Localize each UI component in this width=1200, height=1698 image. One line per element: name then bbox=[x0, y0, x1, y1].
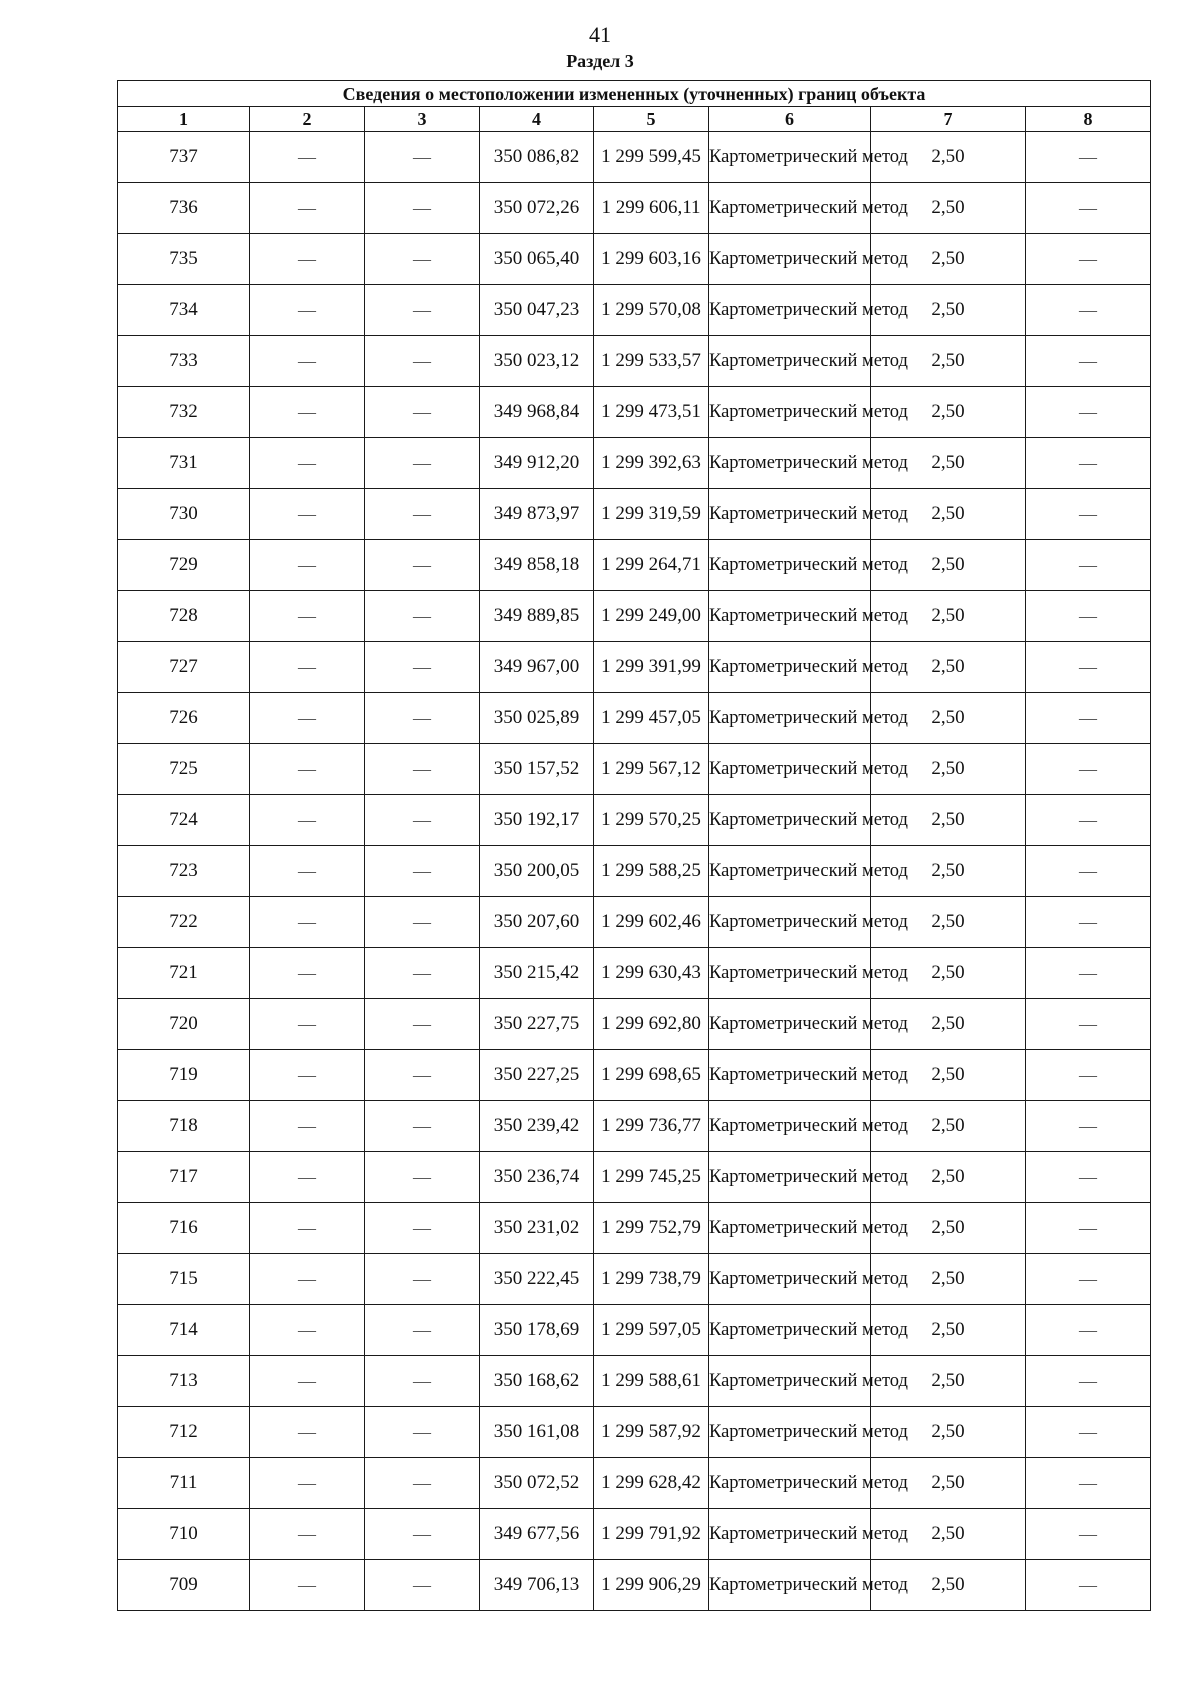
point-number-cell: 713 bbox=[118, 1356, 250, 1407]
y-coordinate-cell: 1 299 567,12 bbox=[594, 744, 709, 795]
column-8-cell: — bbox=[1026, 285, 1151, 336]
column-number: 1 bbox=[118, 107, 250, 132]
table-row bbox=[118, 489, 1151, 540]
table-row bbox=[118, 642, 1151, 693]
x-coordinate-cell: 350 231,02 bbox=[480, 1203, 594, 1254]
method-cell: Картометрический метод bbox=[709, 1050, 871, 1101]
accuracy-cell: 2,50 bbox=[871, 846, 1026, 897]
method-cell: Картометрический метод bbox=[709, 438, 871, 489]
accuracy-cell: 2,50 bbox=[871, 999, 1026, 1050]
point-number-cell: 732 bbox=[118, 387, 250, 438]
table-row bbox=[118, 1458, 1151, 1509]
table-row bbox=[118, 234, 1151, 285]
method-cell: Картометрический метод bbox=[709, 132, 871, 183]
point-number-cell: 728 bbox=[118, 591, 250, 642]
column-3-cell: — bbox=[365, 1203, 480, 1254]
column-8-cell: — bbox=[1026, 183, 1151, 234]
column-2-cell: — bbox=[250, 897, 365, 948]
y-coordinate-cell: 1 299 628,42 bbox=[594, 1458, 709, 1509]
point-number-cell: 733 bbox=[118, 336, 250, 387]
point-number-cell: 724 bbox=[118, 795, 250, 846]
x-coordinate-cell: 349 706,13 bbox=[480, 1560, 594, 1611]
column-3-cell: — bbox=[365, 438, 480, 489]
column-8-cell: — bbox=[1026, 132, 1151, 183]
column-8-cell: — bbox=[1026, 693, 1151, 744]
table-row bbox=[118, 744, 1151, 795]
y-coordinate-cell: 1 299 392,63 bbox=[594, 438, 709, 489]
column-8-cell: — bbox=[1026, 1254, 1151, 1305]
accuracy-cell: 2,50 bbox=[871, 1407, 1026, 1458]
method-cell: Картометрический метод bbox=[709, 285, 871, 336]
column-2-cell: — bbox=[250, 1509, 365, 1560]
table-row bbox=[118, 1560, 1151, 1611]
accuracy-cell: 2,50 bbox=[871, 1356, 1026, 1407]
accuracy-cell: 2,50 bbox=[871, 132, 1026, 183]
table-row bbox=[118, 897, 1151, 948]
x-coordinate-cell: 350 239,42 bbox=[480, 1101, 594, 1152]
x-coordinate-cell: 349 873,97 bbox=[480, 489, 594, 540]
column-number: 5 bbox=[594, 107, 709, 132]
point-number-cell: 735 bbox=[118, 234, 250, 285]
column-number: 8 bbox=[1026, 107, 1151, 132]
column-3-cell: — bbox=[365, 183, 480, 234]
accuracy-cell: 2,50 bbox=[871, 1101, 1026, 1152]
column-3-cell: — bbox=[365, 1152, 480, 1203]
point-number-cell: 725 bbox=[118, 744, 250, 795]
accuracy-cell: 2,50 bbox=[871, 540, 1026, 591]
table-row bbox=[118, 591, 1151, 642]
column-8-cell: — bbox=[1026, 387, 1151, 438]
accuracy-cell: 2,50 bbox=[871, 336, 1026, 387]
table-row bbox=[118, 132, 1151, 183]
column-2-cell: — bbox=[250, 1050, 365, 1101]
boundary-coordinates-table bbox=[117, 80, 1151, 1611]
method-cell: Картометрический метод bbox=[709, 846, 871, 897]
y-coordinate-cell: 1 299 473,51 bbox=[594, 387, 709, 438]
y-coordinate-cell: 1 299 906,29 bbox=[594, 1560, 709, 1611]
x-coordinate-cell: 350 065,40 bbox=[480, 234, 594, 285]
column-3-cell: — bbox=[365, 234, 480, 285]
x-coordinate-cell: 350 222,45 bbox=[480, 1254, 594, 1305]
x-coordinate-cell: 350 227,25 bbox=[480, 1050, 594, 1101]
method-cell: Картометрический метод bbox=[709, 999, 871, 1050]
method-cell: Картометрический метод bbox=[709, 1101, 871, 1152]
column-number: 7 bbox=[871, 107, 1026, 132]
y-coordinate-cell: 1 299 603,16 bbox=[594, 234, 709, 285]
column-8-cell: — bbox=[1026, 1203, 1151, 1254]
method-cell: Картометрический метод bbox=[709, 1560, 871, 1611]
column-8-cell: — bbox=[1026, 234, 1151, 285]
x-coordinate-cell: 349 912,20 bbox=[480, 438, 594, 489]
y-coordinate-cell: 1 299 745,25 bbox=[594, 1152, 709, 1203]
point-number-cell: 734 bbox=[118, 285, 250, 336]
column-8-cell: — bbox=[1026, 1050, 1151, 1101]
y-coordinate-cell: 1 299 692,80 bbox=[594, 999, 709, 1050]
column-2-cell: — bbox=[250, 183, 365, 234]
y-coordinate-cell: 1 299 588,25 bbox=[594, 846, 709, 897]
column-8-cell: — bbox=[1026, 1305, 1151, 1356]
table-row bbox=[118, 693, 1151, 744]
column-8-cell: — bbox=[1026, 744, 1151, 795]
y-coordinate-cell: 1 299 587,92 bbox=[594, 1407, 709, 1458]
column-3-cell: — bbox=[365, 1254, 480, 1305]
column-number: 4 bbox=[480, 107, 594, 132]
column-3-cell: — bbox=[365, 999, 480, 1050]
accuracy-cell: 2,50 bbox=[871, 1254, 1026, 1305]
method-cell: Картометрический метод bbox=[709, 948, 871, 999]
column-2-cell: — bbox=[250, 846, 365, 897]
y-coordinate-cell: 1 299 791,92 bbox=[594, 1509, 709, 1560]
table-caption: Сведения о местоположении измененных (уточненных) границ объекта bbox=[118, 81, 1151, 107]
accuracy-cell: 2,50 bbox=[871, 1050, 1026, 1101]
table-row bbox=[118, 1509, 1151, 1560]
y-coordinate-cell: 1 299 736,77 bbox=[594, 1101, 709, 1152]
y-coordinate-cell: 1 299 597,05 bbox=[594, 1305, 709, 1356]
x-coordinate-cell: 350 072,26 bbox=[480, 183, 594, 234]
point-number-cell: 731 bbox=[118, 438, 250, 489]
table-row bbox=[118, 183, 1151, 234]
column-3-cell: — bbox=[365, 540, 480, 591]
column-8-cell: — bbox=[1026, 999, 1151, 1050]
table-row bbox=[118, 438, 1151, 489]
y-coordinate-cell: 1 299 391,99 bbox=[594, 642, 709, 693]
column-8-cell: — bbox=[1026, 540, 1151, 591]
method-cell: Картометрический метод bbox=[709, 897, 871, 948]
accuracy-cell: 2,50 bbox=[871, 1203, 1026, 1254]
column-2-cell: — bbox=[250, 999, 365, 1050]
section-title: Раздел 3 bbox=[566, 51, 634, 71]
column-2-cell: — bbox=[250, 1101, 365, 1152]
x-coordinate-cell: 350 025,89 bbox=[480, 693, 594, 744]
point-number-cell: 720 bbox=[118, 999, 250, 1050]
x-coordinate-cell: 350 227,75 bbox=[480, 999, 594, 1050]
table-row bbox=[118, 1050, 1151, 1101]
y-coordinate-cell: 1 299 599,45 bbox=[594, 132, 709, 183]
column-2-cell: — bbox=[250, 1407, 365, 1458]
x-coordinate-cell: 349 858,18 bbox=[480, 540, 594, 591]
column-3-cell: — bbox=[365, 744, 480, 795]
point-number-cell: 736 bbox=[118, 183, 250, 234]
column-2-cell: — bbox=[250, 1152, 365, 1203]
column-8-cell: — bbox=[1026, 1509, 1151, 1560]
y-coordinate-cell: 1 299 606,11 bbox=[594, 183, 709, 234]
accuracy-cell: 2,50 bbox=[871, 642, 1026, 693]
x-coordinate-cell: 349 968,84 bbox=[480, 387, 594, 438]
accuracy-cell: 2,50 bbox=[871, 1560, 1026, 1611]
column-8-cell: — bbox=[1026, 591, 1151, 642]
column-2-cell: — bbox=[250, 693, 365, 744]
method-cell: Картометрический метод bbox=[709, 1254, 871, 1305]
y-coordinate-cell: 1 299 602,46 bbox=[594, 897, 709, 948]
method-cell: Картометрический метод bbox=[709, 1305, 871, 1356]
table-row bbox=[118, 387, 1151, 438]
table-row bbox=[118, 540, 1151, 591]
table-row bbox=[118, 1152, 1151, 1203]
column-2-cell: — bbox=[250, 642, 365, 693]
accuracy-cell: 2,50 bbox=[871, 285, 1026, 336]
column-2-cell: — bbox=[250, 234, 365, 285]
table-caption-row bbox=[118, 81, 1151, 107]
column-2-cell: — bbox=[250, 1356, 365, 1407]
column-2-cell: — bbox=[250, 387, 365, 438]
column-8-cell: — bbox=[1026, 1101, 1151, 1152]
point-number-cell: 721 bbox=[118, 948, 250, 999]
x-coordinate-cell: 350 207,60 bbox=[480, 897, 594, 948]
method-cell: Картометрический метод bbox=[709, 795, 871, 846]
point-number-cell: 714 bbox=[118, 1305, 250, 1356]
column-number: 2 bbox=[250, 107, 365, 132]
method-cell: Картометрический метод bbox=[709, 489, 871, 540]
x-coordinate-cell: 350 178,69 bbox=[480, 1305, 594, 1356]
point-number-cell: 716 bbox=[118, 1203, 250, 1254]
y-coordinate-cell: 1 299 264,71 bbox=[594, 540, 709, 591]
table-body bbox=[118, 132, 1151, 1611]
x-coordinate-cell: 349 889,85 bbox=[480, 591, 594, 642]
column-8-cell: — bbox=[1026, 948, 1151, 999]
y-coordinate-cell: 1 299 533,57 bbox=[594, 336, 709, 387]
column-2-cell: — bbox=[250, 1305, 365, 1356]
method-cell: Картометрический метод bbox=[709, 1356, 871, 1407]
method-cell: Картометрический метод bbox=[709, 183, 871, 234]
y-coordinate-cell: 1 299 738,79 bbox=[594, 1254, 709, 1305]
point-number-cell: 712 bbox=[118, 1407, 250, 1458]
point-number-cell: 726 bbox=[118, 693, 250, 744]
point-number-cell: 727 bbox=[118, 642, 250, 693]
column-2-cell: — bbox=[250, 591, 365, 642]
x-coordinate-cell: 350 157,52 bbox=[480, 744, 594, 795]
column-number: 6 bbox=[709, 107, 871, 132]
column-8-cell: — bbox=[1026, 846, 1151, 897]
x-coordinate-cell: 350 072,52 bbox=[480, 1458, 594, 1509]
method-cell: Картометрический метод bbox=[709, 642, 871, 693]
column-2-cell: — bbox=[250, 1560, 365, 1611]
column-3-cell: — bbox=[365, 1101, 480, 1152]
table-row bbox=[118, 846, 1151, 897]
method-cell: Картометрический метод bbox=[709, 1152, 871, 1203]
x-coordinate-cell: 349 967,00 bbox=[480, 642, 594, 693]
column-2-cell: — bbox=[250, 285, 365, 336]
point-number-cell: 718 bbox=[118, 1101, 250, 1152]
column-3-cell: — bbox=[365, 336, 480, 387]
y-coordinate-cell: 1 299 249,00 bbox=[594, 591, 709, 642]
column-3-cell: — bbox=[365, 1050, 480, 1101]
column-8-cell: — bbox=[1026, 489, 1151, 540]
column-2-cell: — bbox=[250, 1458, 365, 1509]
y-coordinate-cell: 1 299 698,65 bbox=[594, 1050, 709, 1101]
column-8-cell: — bbox=[1026, 336, 1151, 387]
point-number-cell: 730 bbox=[118, 489, 250, 540]
point-number-cell: 737 bbox=[118, 132, 250, 183]
accuracy-cell: 2,50 bbox=[871, 795, 1026, 846]
column-8-cell: — bbox=[1026, 795, 1151, 846]
column-3-cell: — bbox=[365, 1356, 480, 1407]
accuracy-cell: 2,50 bbox=[871, 693, 1026, 744]
column-2-cell: — bbox=[250, 438, 365, 489]
y-coordinate-cell: 1 299 588,61 bbox=[594, 1356, 709, 1407]
x-coordinate-cell: 350 023,12 bbox=[480, 336, 594, 387]
method-cell: Картометрический метод bbox=[709, 387, 871, 438]
column-8-cell: — bbox=[1026, 897, 1151, 948]
accuracy-cell: 2,50 bbox=[871, 1509, 1026, 1560]
method-cell: Картометрический метод bbox=[709, 1203, 871, 1254]
accuracy-cell: 2,50 bbox=[871, 1305, 1026, 1356]
accuracy-cell: 2,50 bbox=[871, 897, 1026, 948]
column-3-cell: — bbox=[365, 387, 480, 438]
x-coordinate-cell: 350 200,05 bbox=[480, 846, 594, 897]
method-cell: Картометрический метод bbox=[709, 540, 871, 591]
method-cell: Картометрический метод bbox=[709, 234, 871, 285]
method-cell: Картометрический метод bbox=[709, 744, 871, 795]
column-3-cell: — bbox=[365, 846, 480, 897]
column-8-cell: — bbox=[1026, 1356, 1151, 1407]
accuracy-cell: 2,50 bbox=[871, 591, 1026, 642]
x-coordinate-cell: 350 161,08 bbox=[480, 1407, 594, 1458]
column-2-cell: — bbox=[250, 1254, 365, 1305]
column-2-cell: — bbox=[250, 132, 365, 183]
method-cell: Картометрический метод bbox=[709, 1407, 871, 1458]
table-row bbox=[118, 1203, 1151, 1254]
point-number-cell: 719 bbox=[118, 1050, 250, 1101]
accuracy-cell: 2,50 bbox=[871, 234, 1026, 285]
table-row bbox=[118, 999, 1151, 1050]
column-8-cell: — bbox=[1026, 1560, 1151, 1611]
column-number: 3 bbox=[365, 107, 480, 132]
y-coordinate-cell: 1 299 457,05 bbox=[594, 693, 709, 744]
column-2-cell: — bbox=[250, 336, 365, 387]
point-number-cell: 729 bbox=[118, 540, 250, 591]
column-3-cell: — bbox=[365, 948, 480, 999]
column-2-cell: — bbox=[250, 1203, 365, 1254]
y-coordinate-cell: 1 299 319,59 bbox=[594, 489, 709, 540]
accuracy-cell: 2,50 bbox=[871, 948, 1026, 999]
x-coordinate-cell: 350 047,23 bbox=[480, 285, 594, 336]
column-3-cell: — bbox=[365, 1305, 480, 1356]
table-row bbox=[118, 1356, 1151, 1407]
x-coordinate-cell: 350 236,74 bbox=[480, 1152, 594, 1203]
column-3-cell: — bbox=[365, 1509, 480, 1560]
column-2-cell: — bbox=[250, 948, 365, 999]
table-row bbox=[118, 1254, 1151, 1305]
column-3-cell: — bbox=[365, 642, 480, 693]
column-2-cell: — bbox=[250, 744, 365, 795]
column-3-cell: — bbox=[365, 285, 480, 336]
point-number-cell: 715 bbox=[118, 1254, 250, 1305]
accuracy-cell: 2,50 bbox=[871, 387, 1026, 438]
method-cell: Картометрический метод bbox=[709, 336, 871, 387]
method-cell: Картометрический метод bbox=[709, 591, 871, 642]
column-8-cell: — bbox=[1026, 438, 1151, 489]
table-row bbox=[118, 336, 1151, 387]
method-cell: Картометрический метод bbox=[709, 1458, 871, 1509]
y-coordinate-cell: 1 299 752,79 bbox=[594, 1203, 709, 1254]
column-3-cell: — bbox=[365, 1560, 480, 1611]
point-number-cell: 723 bbox=[118, 846, 250, 897]
point-number-cell: 711 bbox=[118, 1458, 250, 1509]
table-row bbox=[118, 1407, 1151, 1458]
column-2-cell: — bbox=[250, 795, 365, 846]
table-row bbox=[118, 1101, 1151, 1152]
page-number: 41 bbox=[589, 22, 611, 47]
table-row bbox=[118, 1305, 1151, 1356]
table-row bbox=[118, 948, 1151, 999]
column-8-cell: — bbox=[1026, 1152, 1151, 1203]
x-coordinate-cell: 350 215,42 bbox=[480, 948, 594, 999]
table-row bbox=[118, 795, 1151, 846]
accuracy-cell: 2,50 bbox=[871, 183, 1026, 234]
column-3-cell: — bbox=[365, 1458, 480, 1509]
point-number-cell: 709 bbox=[118, 1560, 250, 1611]
column-3-cell: — bbox=[365, 132, 480, 183]
x-coordinate-cell: 350 086,82 bbox=[480, 132, 594, 183]
x-coordinate-cell: 350 168,62 bbox=[480, 1356, 594, 1407]
column-2-cell: — bbox=[250, 489, 365, 540]
accuracy-cell: 2,50 bbox=[871, 489, 1026, 540]
accuracy-cell: 2,50 bbox=[871, 744, 1026, 795]
column-numbers-row bbox=[118, 107, 1151, 132]
column-8-cell: — bbox=[1026, 1458, 1151, 1509]
column-8-cell: — bbox=[1026, 1407, 1151, 1458]
column-3-cell: — bbox=[365, 1407, 480, 1458]
column-3-cell: — bbox=[365, 795, 480, 846]
y-coordinate-cell: 1 299 570,25 bbox=[594, 795, 709, 846]
accuracy-cell: 2,50 bbox=[871, 438, 1026, 489]
column-8-cell: — bbox=[1026, 642, 1151, 693]
table-row bbox=[118, 285, 1151, 336]
y-coordinate-cell: 1 299 570,08 bbox=[594, 285, 709, 336]
point-number-cell: 717 bbox=[118, 1152, 250, 1203]
accuracy-cell: 2,50 bbox=[871, 1152, 1026, 1203]
column-3-cell: — bbox=[365, 591, 480, 642]
column-3-cell: — bbox=[365, 897, 480, 948]
column-2-cell: — bbox=[250, 540, 365, 591]
column-3-cell: — bbox=[365, 489, 480, 540]
method-cell: Картометрический метод bbox=[709, 693, 871, 744]
x-coordinate-cell: 350 192,17 bbox=[480, 795, 594, 846]
x-coordinate-cell: 349 677,56 bbox=[480, 1509, 594, 1560]
accuracy-cell: 2,50 bbox=[871, 1458, 1026, 1509]
point-number-cell: 710 bbox=[118, 1509, 250, 1560]
column-3-cell: — bbox=[365, 693, 480, 744]
point-number-cell: 722 bbox=[118, 897, 250, 948]
y-coordinate-cell: 1 299 630,43 bbox=[594, 948, 709, 999]
method-cell: Картометрический метод bbox=[709, 1509, 871, 1560]
